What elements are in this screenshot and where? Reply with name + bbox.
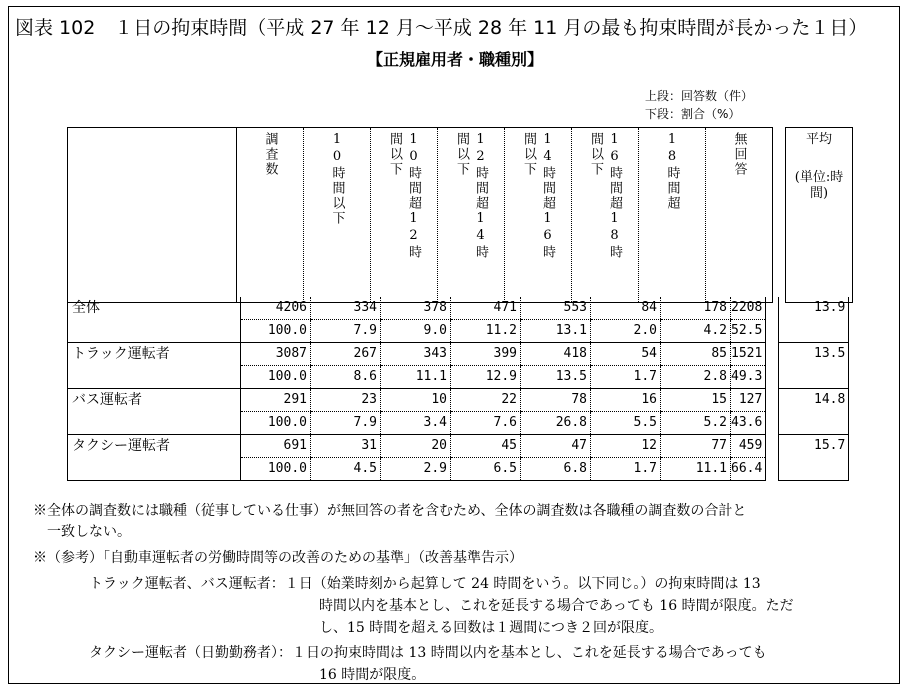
table-cell-percent: 2.8 [661, 366, 731, 389]
header-row [68, 128, 853, 303]
table-cell-count: 47 [521, 435, 591, 458]
table-cell-count: 127 [731, 389, 766, 412]
table-cell-percent: 2.9 [381, 458, 451, 481]
row-label: 全体 [68, 297, 241, 343]
table-cell-percent: 100.0 [241, 412, 311, 435]
header-survey-count [237, 128, 304, 303]
table-row-counts [68, 389, 849, 412]
table-cell-percent: 6.8 [521, 458, 591, 481]
table-cell-percent: 1.7 [591, 458, 661, 481]
table-cell-percent: 11.1 [381, 366, 451, 389]
table-cell-count: 553 [521, 297, 591, 320]
data-table [67, 127, 853, 303]
figure-title: 図表 102 １日の拘束時間（平成 27 年 12 月～平成 28 年 11 月の最も拘束時間が長かった１日） [15, 17, 868, 39]
table-cell-percent: 7.9 [311, 320, 381, 343]
table-cell-percent: 5.2 [661, 412, 731, 435]
table-cell-percent: 49.3 [731, 366, 766, 389]
table-cell-count: 267 [311, 343, 381, 366]
table-cell-count: 4206 [241, 297, 311, 320]
table-cell-count: 1521 [731, 343, 766, 366]
header-blank [68, 128, 237, 303]
header-over-18h-text: 18時間超 [664, 132, 680, 211]
table-cell-percent: 13.5 [521, 366, 591, 389]
table-cell-percent: 7.6 [451, 412, 521, 435]
table-cell-percent: 13.1 [521, 320, 591, 343]
table-row-counts [68, 343, 849, 366]
header-survey-count-text: 調査数 [262, 132, 278, 177]
table-cell-count: 22 [451, 389, 521, 412]
table-cell-count: 54 [591, 343, 661, 366]
table-row-counts [68, 435, 849, 458]
table-cell-count: 471 [451, 297, 521, 320]
table-cell-percent: 100.0 [241, 320, 311, 343]
table-cell-percent: 100.0 [241, 458, 311, 481]
note-1-cont: 一致しない。 [47, 524, 131, 540]
table-cell-count: 459 [731, 435, 766, 458]
header-10h-or-less-text: 10時間以下 [329, 132, 345, 226]
row-label: トラック運転者 [68, 343, 241, 389]
table-cell-count: 291 [241, 389, 311, 412]
table-cell-percent: 4.5 [311, 458, 381, 481]
table-cell-percent: 7.9 [311, 412, 381, 435]
table-cell-percent: 6.5 [451, 458, 521, 481]
row-label: バス運転者 [68, 389, 241, 435]
table-cell-percent: 66.4 [731, 458, 766, 481]
table-cell-count: 78 [521, 389, 591, 412]
data-table-body [67, 297, 849, 481]
table-cell-percent: 5.5 [591, 412, 661, 435]
table-cell-count: 84 [591, 297, 661, 320]
table-cell-count: 12 [591, 435, 661, 458]
table-cell-count: 77 [661, 435, 731, 458]
table-cell-count: 334 [311, 297, 381, 320]
note-2: ※（参考）「自動車運転者の労働時間等の改善のための基準」（改善基準告示） [33, 550, 523, 566]
table-cell-average: 15.7 [779, 435, 849, 481]
header-no-answer [706, 128, 773, 303]
table-cell-average: 14.8 [779, 389, 849, 435]
table-cell-count: 399 [451, 343, 521, 366]
table-cell-count: 691 [241, 435, 311, 458]
header-no-answer-text: 無回答 [731, 132, 747, 177]
table-cell-percent: 26.8 [521, 412, 591, 435]
table-cell-count: 2208 [731, 297, 766, 320]
table-cell-count: 16 [591, 389, 661, 412]
table-cell-percent: 1.7 [591, 366, 661, 389]
table-cell-count: 20 [381, 435, 451, 458]
note-3: トラック運転者、バス運転者：１日（始業時刻から起算して 24 時間をいう。以下同じ。）の拘束時間は 13 [89, 576, 761, 592]
header-average-label: 平均 [805, 132, 832, 147]
note-3-cont-1: 時間以内を基本とし、これを延長する場合であっても 16 時間が限度。ただ [319, 598, 794, 614]
table-cell-count: 31 [311, 435, 381, 458]
table-cell-average: 13.9 [779, 297, 849, 343]
header-average [786, 128, 853, 303]
table-cell-count: 378 [381, 297, 451, 320]
note-1: ※全体の調査数には職種（従事している仕事）が無回答の者を含むため、全体の調査数は各職種の調査数の合計と [33, 503, 747, 519]
table-cell-percent: 8.6 [311, 366, 381, 389]
table-cell-average: 13.5 [779, 343, 849, 389]
table-row-counts [68, 297, 849, 320]
note-4: タクシー運転者（日勤勤務者）：１日の拘束時間は 13 時間以内を基本とし、これを延長する場合であっても [89, 645, 767, 661]
table-cell-percent: 3.4 [381, 412, 451, 435]
table-cell-percent: 4.2 [661, 320, 731, 343]
table-cell-count: 178 [661, 297, 731, 320]
table-cell-count: 10 [381, 389, 451, 412]
figure-subtitle: 【正規雇用者・職種別】 [366, 50, 543, 69]
header-14-16h: 間以下 14時間超16時 [505, 128, 572, 303]
table-cell-percent: 12.9 [451, 366, 521, 389]
table-cell-percent: 52.5 [731, 320, 766, 343]
table-cell-count: 343 [381, 343, 451, 366]
table-cell-count: 3087 [241, 343, 311, 366]
header-12-14h: 間以下 12時間超14時 [438, 128, 505, 303]
table-cell-percent: 43.6 [731, 412, 766, 435]
note-4-cont: 16 時間が限度。 [319, 667, 426, 683]
header-16-18h: 間以下 16時間超18時 [572, 128, 639, 303]
header-average-unit: (単位:時間) [794, 170, 844, 201]
table-cell-count: 85 [661, 343, 731, 366]
header-10-12h: 間以下 10時間超12時 [371, 128, 438, 303]
table-cell-percent: 11.1 [661, 458, 731, 481]
unit-note-upper: 上段：回答数（件） [645, 89, 754, 103]
table-cell-percent: 11.2 [451, 320, 521, 343]
row-label: タクシー運転者 [68, 435, 241, 481]
table-cell-count: 23 [311, 389, 381, 412]
table-cell-count: 15 [661, 389, 731, 412]
table-cell-percent: 9.0 [381, 320, 451, 343]
unit-note-lower: 下段：割合（%） [645, 107, 741, 121]
table-cell-percent: 2.0 [591, 320, 661, 343]
header-over-18h [639, 128, 706, 303]
note-3-cont-2: し、15 時間を超える回数は１週間につき２回が限度。 [319, 620, 663, 636]
table-cell-count: 418 [521, 343, 591, 366]
table-cell-percent: 100.0 [241, 366, 311, 389]
figure-frame [8, 6, 900, 684]
table-cell-count: 45 [451, 435, 521, 458]
header-10h-or-less [304, 128, 371, 303]
